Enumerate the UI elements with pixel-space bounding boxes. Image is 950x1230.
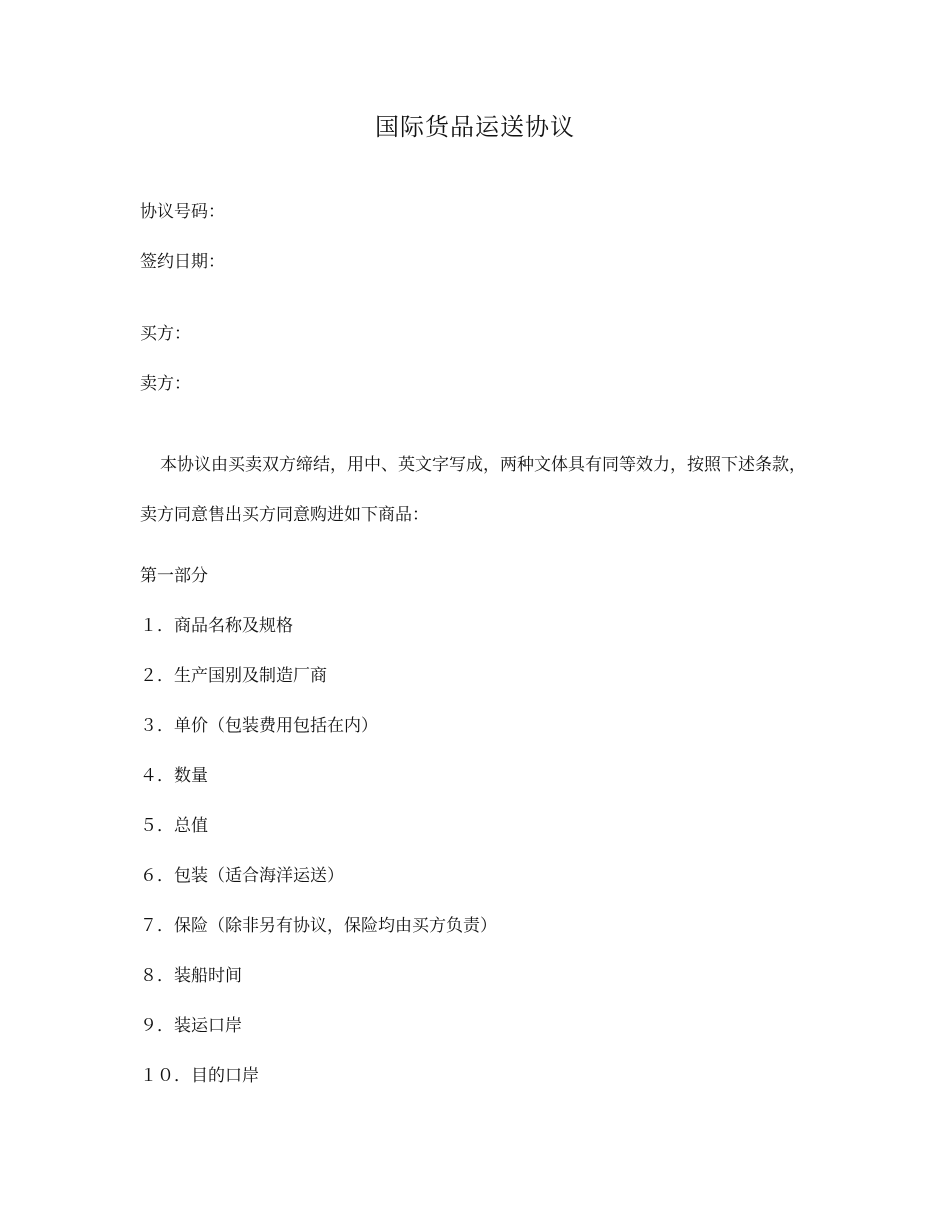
- list-item: ５．总值: [140, 816, 208, 836]
- intro-paragraph: 本协议由买卖双方缔结，用中、英文字写成，两种文体具有同等效力，按照下述条款，卖方同意售出买方同意购进如下商品：: [140, 455, 806, 525]
- list-item: ２．生产国别及制造厂商: [140, 666, 327, 686]
- list-item: ９．装运口岸: [140, 1016, 242, 1036]
- seller-label: 卖方：: [140, 374, 191, 394]
- buyer-label: 买方：: [140, 324, 191, 344]
- list-item: ８．装船时间: [140, 966, 242, 986]
- agreement-number-label: 协议号码：: [140, 202, 225, 222]
- clause-list: [140, 614, 497, 1114]
- list-item: ６．包装（适合海洋运送）: [140, 866, 344, 886]
- list-item: ４．数量: [140, 766, 208, 786]
- document-title: 国际货品运送协议: [375, 113, 575, 141]
- list-item: ７．保险（除非另有协议，保险均由买方负责）: [140, 916, 497, 936]
- list-item: １．商品名称及规格: [140, 616, 293, 636]
- signing-date-label: 签约日期：: [140, 252, 225, 272]
- list-item: ３．单价（包装费用包括在内）: [140, 716, 378, 736]
- section-title: 第一部分: [140, 566, 208, 586]
- list-item: １０．目的口岸: [140, 1066, 259, 1086]
